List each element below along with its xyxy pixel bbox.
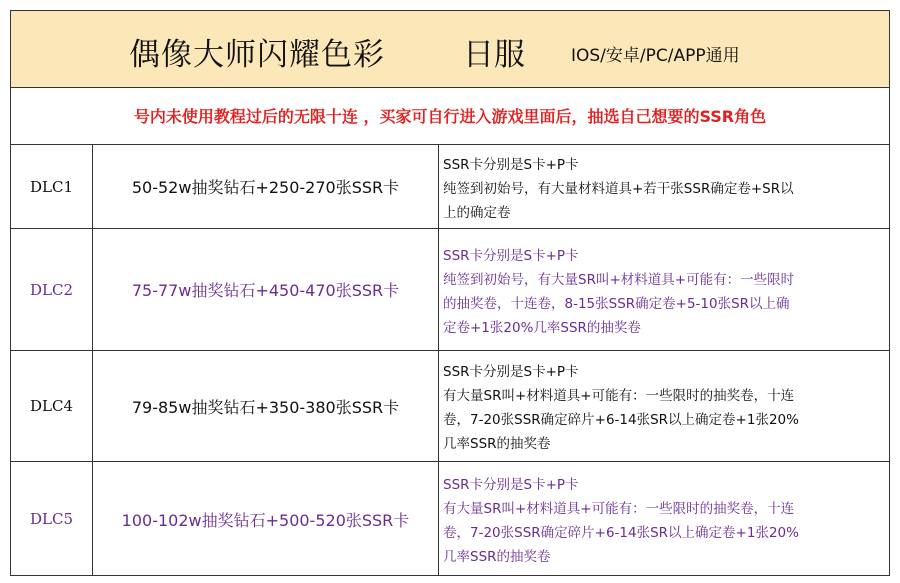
server-label: 日服 [463, 37, 525, 73]
detail-line: 有大量SR叫+材料道具+可能有：一些限时的抽奖卷，十连 [443, 388, 795, 404]
detail-line: 纯签到初始号，有大量材料道具+若干张SSR确定卷+SR以 [443, 180, 794, 197]
game-title: 偶像大师闪耀色彩 [129, 37, 385, 73]
detail-line: 上的确定卷 [443, 204, 511, 221]
resources-summary: 50-52w抽奖钻石+250-270张SSR卡 [93, 145, 439, 228]
detail-line: 几率SSR的抽奖卷 [443, 549, 551, 565]
notice-text: 号内未使用教程过后的无限十连 ，买家可自行进入游戏里面后，抽选自己想要的SSR角色 [133, 107, 767, 126]
detail-line: 有大量SR叫+材料道具+可能有：一些限时的抽奖卷，十连 [443, 501, 795, 517]
dlc-label: DLC1 [11, 145, 93, 228]
table-row [11, 462, 889, 576]
resources-summary: 79-85w抽奖钻石+350-380张SSR卡 [93, 351, 439, 461]
detail-line: SSR卡分别是S卡+P卡 [443, 156, 579, 173]
detail-line: 的抽奖卷，十连卷，8-15张SSR确定卷+5-10张SR以上确 [443, 295, 790, 312]
detail-line: SSR卡分别是S卡+P卡 [443, 364, 579, 380]
detail-line: SSR卡分别是S卡+P卡 [443, 477, 579, 493]
details-cell [439, 351, 889, 461]
dlc-label: DLC2 [11, 229, 93, 350]
detail-line: 卷，7-20张SSR确定碎片+6-14张SR以上确定卷+1张20% [443, 412, 799, 428]
notice-row [11, 87, 889, 145]
details-cell [439, 462, 889, 576]
dlc-label: DLC4 [11, 351, 93, 461]
dlc-label: DLC5 [11, 462, 93, 576]
detail-line: 卷，7-20张SSR确定碎片+6-14张SR以上确定卷+1张20% [443, 525, 799, 541]
platform-label: IOS/安卓/PC/APP通用 [571, 46, 740, 66]
detail-line: 几率SSR的抽奖卷 [443, 436, 551, 452]
table-row [11, 229, 889, 351]
title-row [11, 11, 889, 88]
resources-summary: 100-102w抽奖钻石+500-520张SSR卡 [93, 462, 439, 576]
resources-summary: 75-77w抽奖钻石+450-470张SSR卡 [93, 229, 439, 350]
listing-table [10, 10, 890, 576]
table-row [11, 145, 889, 229]
table-row [11, 351, 889, 462]
detail-line: SSR卡分别是S卡+P卡 [443, 247, 579, 264]
detail-line: 纯签到初始号，有大量SR叫+材料道具+可能有：一些限时 [443, 271, 795, 288]
details-cell [439, 145, 889, 228]
details-cell [439, 229, 889, 350]
detail-line: 定卷+1张20%几率SSR的抽奖卷 [443, 319, 641, 336]
